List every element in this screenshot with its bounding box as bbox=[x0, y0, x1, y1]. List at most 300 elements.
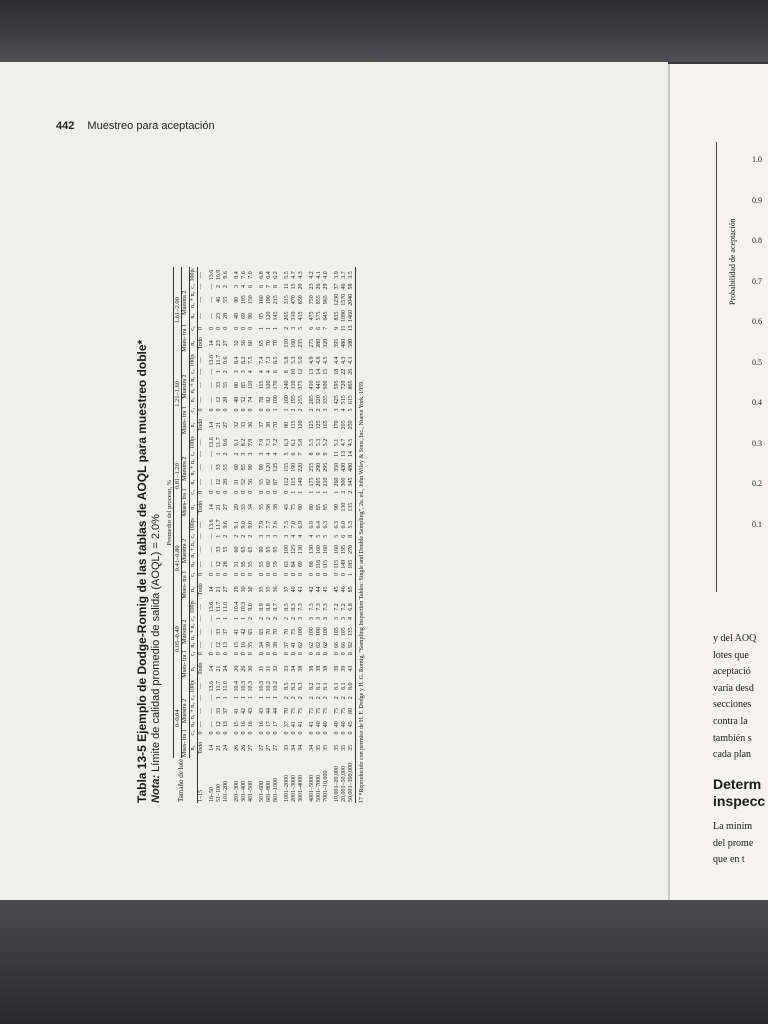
table-cell: 3.9 bbox=[334, 271, 340, 279]
table-cell: 145 bbox=[273, 311, 279, 321]
chart-axis-line bbox=[716, 142, 717, 592]
table-cell: 8 bbox=[284, 370, 290, 374]
table-cell: 170 bbox=[334, 420, 340, 430]
table-cell: 28 bbox=[223, 479, 229, 486]
table-cell: 0 bbox=[284, 731, 290, 735]
table-cell: 0 bbox=[298, 731, 304, 735]
table-cell: 2 bbox=[316, 696, 322, 700]
table-cell: 5.5 bbox=[309, 438, 315, 447]
table-cell: 14 bbox=[209, 744, 215, 751]
table-cell: 0 bbox=[248, 326, 254, 330]
table-cell: 0 bbox=[348, 728, 356, 738]
table-cell: 21 bbox=[216, 665, 222, 672]
table-cell: 6.5 bbox=[273, 356, 279, 364]
table-cell: 31 bbox=[266, 665, 272, 672]
table-cell: — bbox=[198, 357, 204, 364]
table-cell: 1 bbox=[248, 696, 254, 700]
table-cell: 6.8 bbox=[348, 599, 356, 614]
range-header-2: 0.41–0.80 bbox=[174, 517, 182, 599]
table-cell: 75 bbox=[341, 707, 347, 714]
table-cell: 0 bbox=[241, 573, 247, 577]
table-cell: 6.3 bbox=[284, 438, 290, 447]
table-cell: 125 bbox=[291, 544, 297, 554]
lot-size-cell: 16–50 bbox=[209, 787, 215, 802]
table-cell: 295 bbox=[323, 462, 329, 472]
table-cell: 11.0 bbox=[223, 681, 229, 692]
table-cell: 6 bbox=[248, 284, 254, 288]
table-cell: 645 bbox=[323, 311, 329, 321]
table-cell: 8.1 bbox=[334, 682, 340, 690]
table-cell: 190 bbox=[266, 295, 272, 305]
table-cell: 0 bbox=[223, 408, 229, 412]
table-cell: 37 bbox=[284, 586, 290, 593]
table-cell: 46 bbox=[216, 296, 222, 303]
table-cell: 11 bbox=[284, 283, 290, 290]
table-cell: 0 bbox=[234, 490, 240, 494]
table-cell: 855 bbox=[316, 295, 322, 305]
table-cell: 4 bbox=[291, 534, 297, 538]
table-cell: 0 bbox=[284, 490, 290, 494]
table-cell: 595 bbox=[334, 380, 340, 390]
table-cell: — bbox=[209, 450, 215, 457]
table-cell: 835 bbox=[334, 311, 340, 321]
table-cell: 3 bbox=[273, 534, 279, 538]
table-cell: 60 bbox=[234, 464, 240, 471]
lot-size-cell: 101–200 bbox=[223, 781, 229, 802]
table-cell: Todo bbox=[198, 662, 204, 675]
table-cell: 75 bbox=[291, 707, 297, 714]
right-page-heading: Determ bbox=[713, 776, 762, 792]
lot-size-cell: 1–15 bbox=[198, 790, 204, 802]
sample1-header: Mues- tra 1 bbox=[182, 324, 188, 352]
table-cell: 7.0 bbox=[291, 520, 297, 529]
table-cell: 445 bbox=[316, 380, 322, 390]
table-cell: 270 bbox=[348, 540, 356, 559]
table-cell: 215 bbox=[273, 295, 279, 305]
table-cell: 0 bbox=[266, 573, 272, 577]
table-cell: 0 bbox=[248, 652, 254, 656]
table-cell: 0 bbox=[198, 490, 204, 494]
table-cell: 10 bbox=[291, 368, 297, 375]
table-cell: 44 bbox=[273, 707, 279, 714]
table-cell: 0 bbox=[316, 652, 322, 656]
table-cell: 69 bbox=[241, 313, 247, 320]
table-cell: 30 bbox=[248, 586, 254, 593]
table-cell: — bbox=[209, 283, 215, 290]
table-cell: 4 bbox=[273, 452, 279, 456]
table-cell: 38 bbox=[323, 665, 329, 672]
sub-header-2: n₂ bbox=[190, 477, 198, 488]
table-cell: 66 bbox=[334, 642, 340, 649]
lot-size-cell: 3001–4000 bbox=[298, 775, 304, 802]
table-cell: — bbox=[198, 521, 204, 528]
table-cell: 0 bbox=[323, 652, 329, 656]
table-cell: 115 bbox=[291, 420, 297, 430]
table-cell: 1 bbox=[323, 490, 329, 494]
table-cell: 0 bbox=[259, 408, 265, 412]
table-cell: 260 bbox=[334, 477, 340, 487]
sub-header-5: 100pₗ bbox=[190, 679, 196, 693]
table-cell: 0 bbox=[209, 490, 215, 494]
table-cell: 32 bbox=[273, 665, 279, 672]
table-cell: 6 bbox=[291, 452, 297, 456]
table-cell: 17 bbox=[273, 721, 279, 728]
table-cell: 38 bbox=[316, 665, 322, 672]
table-cell: 0 bbox=[209, 326, 215, 330]
table-row bbox=[205, 267, 216, 803]
sample1-header: Mues- tra 1 bbox=[182, 650, 188, 678]
table-cell: 220 bbox=[298, 462, 304, 472]
table-cell: 12 bbox=[216, 479, 222, 486]
table-cell: 0 bbox=[248, 731, 254, 735]
table-cell: 0 bbox=[284, 573, 290, 577]
table-cell: 38 bbox=[273, 642, 279, 649]
note-text: Límite de calidad promedio de salida (AOQL) = 2.0% bbox=[150, 514, 162, 772]
table-cell: 21 bbox=[216, 586, 222, 593]
table-cell: 160 bbox=[334, 544, 340, 554]
table-cell: 300 bbox=[341, 477, 347, 487]
table-cell: 90 bbox=[248, 313, 254, 320]
table-cell: 0 bbox=[316, 573, 322, 577]
sub-header-4: c₂ bbox=[190, 695, 196, 701]
table-footnote: 17 *Reproducido con permiso de H. F. Dodge y H. G. Romig, "Sampling Inspection Tables: Single and Double Sampling", 2a. ed., John Wiley & Sons, Inc., Nueva York, 1959. bbox=[359, 380, 365, 803]
table-cell: 43 bbox=[259, 707, 265, 714]
table-cell: 35 bbox=[248, 561, 254, 568]
lot-size-cell: 1001–2000 bbox=[284, 775, 290, 802]
table-cell: 185 bbox=[348, 559, 354, 569]
table-cell: 0 bbox=[198, 731, 204, 735]
table-cell: 11.7 bbox=[216, 437, 222, 448]
lot-size-cell: 20,001–50,000 bbox=[341, 766, 347, 802]
sample2-header: Muestra 2 bbox=[182, 450, 190, 488]
table-row bbox=[198, 267, 206, 803]
table-cell: 0 bbox=[234, 408, 240, 412]
table-cell: 395 bbox=[334, 338, 340, 348]
table-cell: 1 bbox=[216, 696, 222, 700]
table-cell: 425 bbox=[334, 395, 340, 405]
table-cell: 29 bbox=[234, 586, 240, 593]
blank-header bbox=[182, 267, 190, 282]
table-cell: 11.7 bbox=[216, 601, 222, 613]
table-cell: 250 bbox=[348, 415, 356, 435]
table-cell: 2 bbox=[259, 616, 265, 620]
table-cell: 7.2 bbox=[273, 438, 279, 447]
table-cell: 33 bbox=[216, 464, 222, 471]
table-cell: — bbox=[198, 533, 204, 540]
table-cell: 3 bbox=[316, 616, 322, 620]
table-cell: 34 bbox=[259, 642, 265, 649]
table-cell: 35 bbox=[323, 744, 329, 751]
table-cell: 1 bbox=[234, 616, 240, 620]
table-cell: 41 bbox=[234, 628, 240, 635]
table-cell: 13.6 bbox=[209, 519, 215, 530]
table-cell: 36 bbox=[273, 586, 279, 593]
table-cell: Todo bbox=[198, 501, 204, 514]
table-cell: 8.3 bbox=[291, 603, 297, 611]
table-cell: 14 bbox=[209, 665, 215, 672]
table-cell: 59 bbox=[273, 561, 279, 568]
blank-header bbox=[182, 517, 190, 532]
table-cell: — bbox=[209, 721, 215, 728]
table-cell: 26 bbox=[234, 665, 240, 672]
table-cell: 31 bbox=[234, 479, 240, 486]
table-cell: 1 bbox=[334, 490, 340, 494]
table-cell: 3 bbox=[309, 616, 315, 620]
table-cell: 6.4 bbox=[266, 271, 272, 279]
table-cell: 5 bbox=[334, 534, 340, 538]
range-header-5: 1.61–2.00 bbox=[174, 267, 182, 352]
table-cell: 100 bbox=[273, 395, 279, 405]
table-row bbox=[323, 267, 330, 803]
right-page-heading: inspecc bbox=[713, 793, 766, 809]
table-cell: 2 bbox=[216, 284, 222, 288]
table-cell: 43 bbox=[284, 504, 290, 511]
table-cell: 27 bbox=[259, 744, 265, 751]
right-page-text-line: y del AOQ bbox=[713, 633, 757, 644]
lot-size-cell: 201–300 bbox=[234, 781, 240, 802]
table-cell: 8.2 bbox=[241, 356, 247, 364]
table-cell: 34 bbox=[309, 744, 315, 751]
table-cell: 46 bbox=[341, 283, 347, 290]
lot-size-cell: 10,001–20,000 bbox=[334, 766, 340, 802]
table-cell: — bbox=[198, 479, 204, 486]
table-cell: 115 bbox=[334, 559, 340, 569]
table-cell: 4.2 bbox=[309, 271, 315, 279]
table-cell: 65 bbox=[259, 628, 265, 635]
table-cell: 45 bbox=[323, 586, 329, 593]
table-cell: 42 bbox=[241, 628, 247, 635]
table-cell: 205 bbox=[341, 420, 347, 430]
table-cell: 160 bbox=[291, 338, 297, 348]
table-cell: 0 bbox=[241, 490, 247, 494]
sub-header-1: c₁ bbox=[190, 570, 198, 580]
table-cell: 2 bbox=[334, 696, 340, 700]
table-cell: 42 bbox=[309, 586, 315, 593]
table-cell: 8 bbox=[273, 284, 279, 288]
table-cell: — bbox=[209, 694, 215, 701]
table-cell: 9.0 bbox=[248, 520, 254, 529]
table-cell: 100 bbox=[284, 544, 290, 554]
table-cell: 14 bbox=[209, 504, 215, 511]
table-cell: 7.7 bbox=[266, 520, 272, 529]
table-cell: 38 bbox=[266, 504, 272, 511]
table-cell: 1 bbox=[216, 534, 222, 538]
table-cell: — bbox=[209, 561, 215, 568]
table-cell: 4.9 bbox=[309, 356, 315, 364]
table-cell: 16 bbox=[241, 721, 247, 728]
range-header-0: 0–0.04 bbox=[174, 679, 182, 758]
table-cell: 135 bbox=[348, 622, 356, 641]
table-cell: 1 bbox=[216, 452, 222, 456]
table-cell: 15 bbox=[234, 642, 240, 649]
sub-header-2: n₂ bbox=[190, 394, 198, 405]
table-cell: 120 bbox=[266, 311, 272, 321]
table-cell: 430 bbox=[341, 462, 347, 472]
table-cell: 2 bbox=[291, 408, 297, 412]
lot-size-cell: 7001–10,000 bbox=[323, 770, 329, 802]
table-cell: 21 bbox=[216, 744, 222, 751]
table-cell: — bbox=[209, 615, 215, 622]
table-cell: 10.2 bbox=[266, 680, 272, 692]
sub-header-5: 100pₗ bbox=[190, 518, 196, 532]
table-cell: 37 bbox=[223, 628, 229, 635]
table-cell: 10.4 bbox=[234, 601, 240, 613]
sub-header-5: 100pₗ bbox=[190, 268, 196, 282]
table-cell: 480 bbox=[341, 338, 347, 348]
table-cell: 6 bbox=[273, 370, 279, 374]
table-cell: 7.3 bbox=[266, 356, 272, 364]
table-cell: 5 bbox=[284, 452, 290, 456]
table-row bbox=[223, 267, 230, 803]
table-cell: 3 bbox=[341, 616, 347, 620]
table-cell: 7.6 bbox=[273, 520, 279, 529]
table-cell: 0 bbox=[266, 490, 272, 494]
table-cell: 285 bbox=[309, 395, 315, 405]
table-cell: 6.9 bbox=[309, 520, 315, 529]
blank-header bbox=[182, 353, 190, 368]
table-cell: 0 bbox=[284, 652, 290, 656]
table-cell: 4 bbox=[248, 370, 254, 374]
table-cell: 70 bbox=[273, 628, 279, 635]
table-cell: 39 bbox=[334, 665, 340, 672]
table-cell: 4 bbox=[309, 534, 315, 538]
axis-tick-label: 0.3 bbox=[752, 438, 762, 448]
table-cell: 7.3 bbox=[266, 438, 272, 447]
table-cell: 3 bbox=[323, 408, 329, 412]
table-cell: 41 bbox=[298, 721, 304, 728]
table-cell: 39 bbox=[266, 642, 272, 649]
table-cell: — bbox=[198, 450, 204, 457]
table-cell: 0 bbox=[223, 490, 229, 494]
table-cell: 90 bbox=[334, 504, 340, 511]
table-cell: 4.5 bbox=[323, 356, 329, 364]
table-cell: 2 bbox=[284, 616, 290, 620]
table-cell: 75 bbox=[309, 707, 315, 714]
table-cell: — bbox=[209, 707, 215, 714]
table-cell: — bbox=[198, 642, 204, 649]
table-cell: 39 bbox=[341, 665, 347, 672]
table-cell: 130 bbox=[341, 502, 347, 512]
table-cell: 29 bbox=[234, 504, 240, 511]
table-cell: 80 bbox=[284, 421, 290, 428]
table-cell: 36 bbox=[248, 421, 254, 428]
table-cell: 255 bbox=[309, 462, 315, 472]
table-cell: 7 bbox=[298, 452, 304, 456]
table-cell: 43 bbox=[248, 707, 254, 714]
table-cell: 280 bbox=[316, 338, 322, 348]
table-cell: 2 bbox=[273, 616, 279, 620]
table-cell: 4.3 bbox=[341, 356, 347, 364]
table-cell: 35 bbox=[348, 738, 356, 758]
table-cell: 0 bbox=[273, 652, 279, 656]
table-cell: 160 bbox=[316, 544, 322, 554]
right-page-text-line: del prome bbox=[713, 837, 754, 849]
table-cell: 2 bbox=[223, 534, 229, 538]
table-cell: 1460 bbox=[348, 310, 354, 323]
table-cell: 10.2 bbox=[273, 680, 279, 692]
table-cell: 7.2 bbox=[341, 603, 347, 611]
table-cell: 6.8 bbox=[259, 271, 265, 279]
table-cell: 12 bbox=[216, 642, 222, 649]
table-cell: 23 bbox=[309, 283, 315, 290]
table-cell: 0 bbox=[216, 490, 222, 494]
lot-size-header: Tamaño de lote bbox=[166, 758, 198, 803]
table-cell: 0 bbox=[334, 652, 340, 656]
table-cell: 13.6 bbox=[209, 601, 215, 613]
table-cell: — bbox=[198, 296, 204, 303]
table-cell: 7.9 bbox=[248, 438, 254, 447]
table-cell: 36 bbox=[241, 340, 247, 347]
table-cell: 33 bbox=[216, 707, 222, 714]
table-row bbox=[216, 267, 223, 803]
sub-header-0: n₁ bbox=[190, 497, 198, 517]
table-cell: 4 bbox=[259, 370, 265, 374]
table-cell: 1 bbox=[216, 370, 222, 374]
table-cell: 0 bbox=[241, 731, 247, 735]
table-cell: 2 bbox=[284, 326, 290, 330]
table-cell: 60 bbox=[266, 561, 272, 568]
table-cell: 2 bbox=[309, 696, 315, 700]
table-cell: 175 bbox=[309, 477, 315, 487]
sample1-header: Mues- tra 1 bbox=[182, 570, 188, 599]
table-row bbox=[248, 267, 255, 803]
table-row bbox=[280, 267, 291, 803]
table-cell: 4 bbox=[241, 284, 247, 288]
table-cell: 7.0 bbox=[248, 271, 254, 279]
table-cell: 87 bbox=[273, 479, 279, 486]
table-cell: 2 bbox=[298, 408, 304, 412]
table-cell: 20 bbox=[298, 283, 304, 290]
sub-header-5: 100pₗ bbox=[190, 353, 196, 367]
table-cell: 0 bbox=[334, 731, 340, 735]
sample2-header: Muestra 2 bbox=[182, 282, 190, 323]
table-cell: 12 bbox=[216, 396, 222, 403]
table-cell: 8.1 bbox=[323, 682, 329, 690]
table-cell: 6.1 bbox=[291, 438, 297, 447]
table-cell: 82 bbox=[266, 479, 272, 486]
table-cell: 32 bbox=[234, 340, 240, 347]
table-cell: 475 bbox=[309, 311, 315, 321]
blank-header bbox=[182, 679, 190, 694]
table-cell: 30 bbox=[248, 665, 254, 672]
table-cell: 190 bbox=[291, 462, 297, 472]
table-cell: 26 bbox=[234, 744, 240, 751]
table-row bbox=[348, 267, 356, 803]
table-cell: 7.5 bbox=[284, 520, 290, 529]
table-cell: 33 bbox=[216, 546, 222, 553]
scan-background-bottom bbox=[0, 900, 768, 1024]
table-cell: 0 bbox=[234, 326, 240, 330]
table-cell: — bbox=[198, 546, 204, 553]
table-cell: 0 bbox=[248, 408, 254, 412]
table-cell: 90 bbox=[248, 464, 254, 471]
table-cell: 0 bbox=[259, 573, 265, 577]
table-cell: — bbox=[198, 396, 204, 403]
table-cell: 1 bbox=[273, 696, 279, 700]
lot-size-cell: 501–600 bbox=[259, 781, 265, 802]
table-cell: 75 bbox=[291, 628, 297, 635]
table-cell: 290 bbox=[316, 462, 322, 472]
table-cell: 3 bbox=[334, 616, 340, 620]
right-page-text-line: La minim bbox=[713, 821, 753, 832]
table-cell: 5.8 bbox=[298, 438, 304, 447]
table-row bbox=[241, 267, 248, 803]
table-cell: 320 bbox=[316, 395, 322, 405]
table-cell: 0 bbox=[316, 731, 322, 735]
table-cell: 0 bbox=[216, 573, 222, 577]
table-cell: 100 bbox=[309, 627, 315, 637]
table-cell: 0 bbox=[298, 652, 304, 656]
